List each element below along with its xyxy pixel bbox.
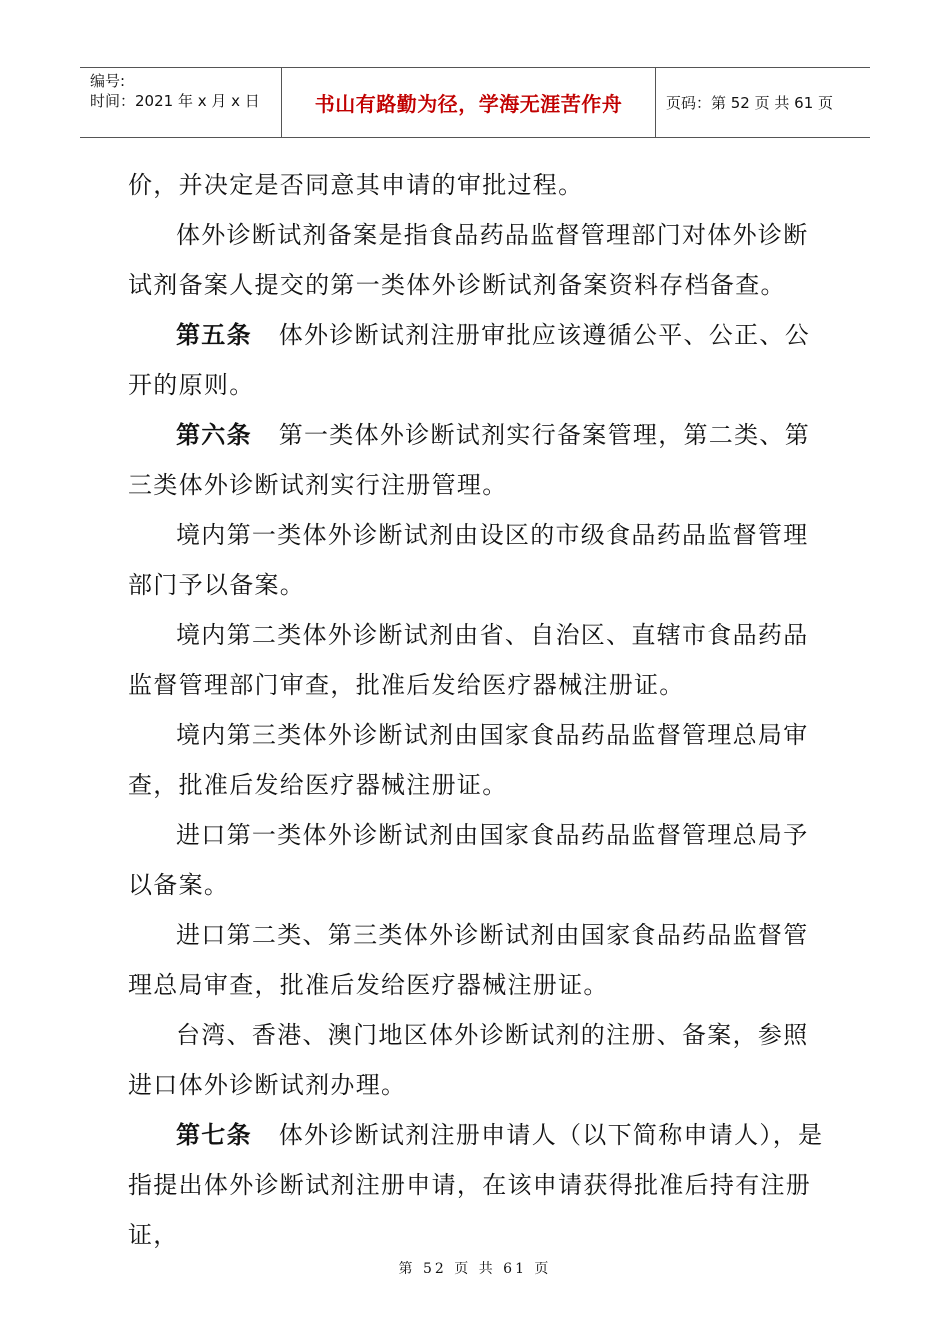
paragraph: 台湾、香港、澳门地区体外诊断试剂的注册、备案，参照进口体外诊断试剂办理。 <box>128 1021 809 1099</box>
article-text: 第一类体外诊断试剂实行备案管理，第二类、第三类体外诊断试剂实行注册管理。 <box>128 421 811 499</box>
article-6 <box>128 410 828 510</box>
article-text: 体外诊断试剂注册申请人（以下简称申请人），是指提出体外诊断试剂注册申请，在该申请获得批准后持有注册证， <box>128 1121 824 1249</box>
header-page-info: 页码：第 52 页 共 61 页 <box>666 94 834 112</box>
document-body <box>128 160 828 1260</box>
article-text: 体外诊断试剂注册审批应该遵循公平、公正、公开的原则。 <box>128 321 811 399</box>
article-7 <box>128 1110 828 1260</box>
header-meta <box>80 68 282 137</box>
paragraph: 体外诊断试剂备案是指食品药品监督管理部门对体外诊断试剂备案人提交的第一类体外诊断试剂备案资料存档备查。 <box>128 221 809 299</box>
paragraph: 进口第二类、第三类体外诊断试剂由国家食品药品监督管理总局审查，批准后发给医疗器械注册证。 <box>128 921 809 999</box>
paragraph: 价，并决定是否同意其申请的审批过程。 <box>128 171 584 199</box>
header-motto: 书山有路勤为径，学海无涯苦作舟 <box>282 68 656 137</box>
page-header <box>80 67 870 138</box>
paragraph: 境内第二类体外诊断试剂由省、自治区、直辖市食品药品监督管理部门审查，批准后发给医疗器械注册证。 <box>128 621 809 699</box>
paragraph: 境内第一类体外诊断试剂由设区的市级食品药品监督管理部门予以备案。 <box>128 521 809 599</box>
article-title: 第六条 <box>176 421 252 449</box>
document-date: 时间：2021 年 x 月 x 日 <box>90 92 260 110</box>
paragraph: 境内第三类体外诊断试剂由国家食品药品监督管理总局审查，批准后发给医疗器械注册证。 <box>128 721 809 799</box>
paragraph: 进口第一类体外诊断试剂由国家食品药品监督管理总局予以备案。 <box>128 821 809 899</box>
article-5 <box>128 310 828 410</box>
article-title: 第七条 <box>176 1121 252 1149</box>
article-title: 第五条 <box>176 321 252 349</box>
page-footer: 第 52 页 共 61 页 <box>398 1261 552 1277</box>
document-number-label: 编号: <box>90 72 126 90</box>
